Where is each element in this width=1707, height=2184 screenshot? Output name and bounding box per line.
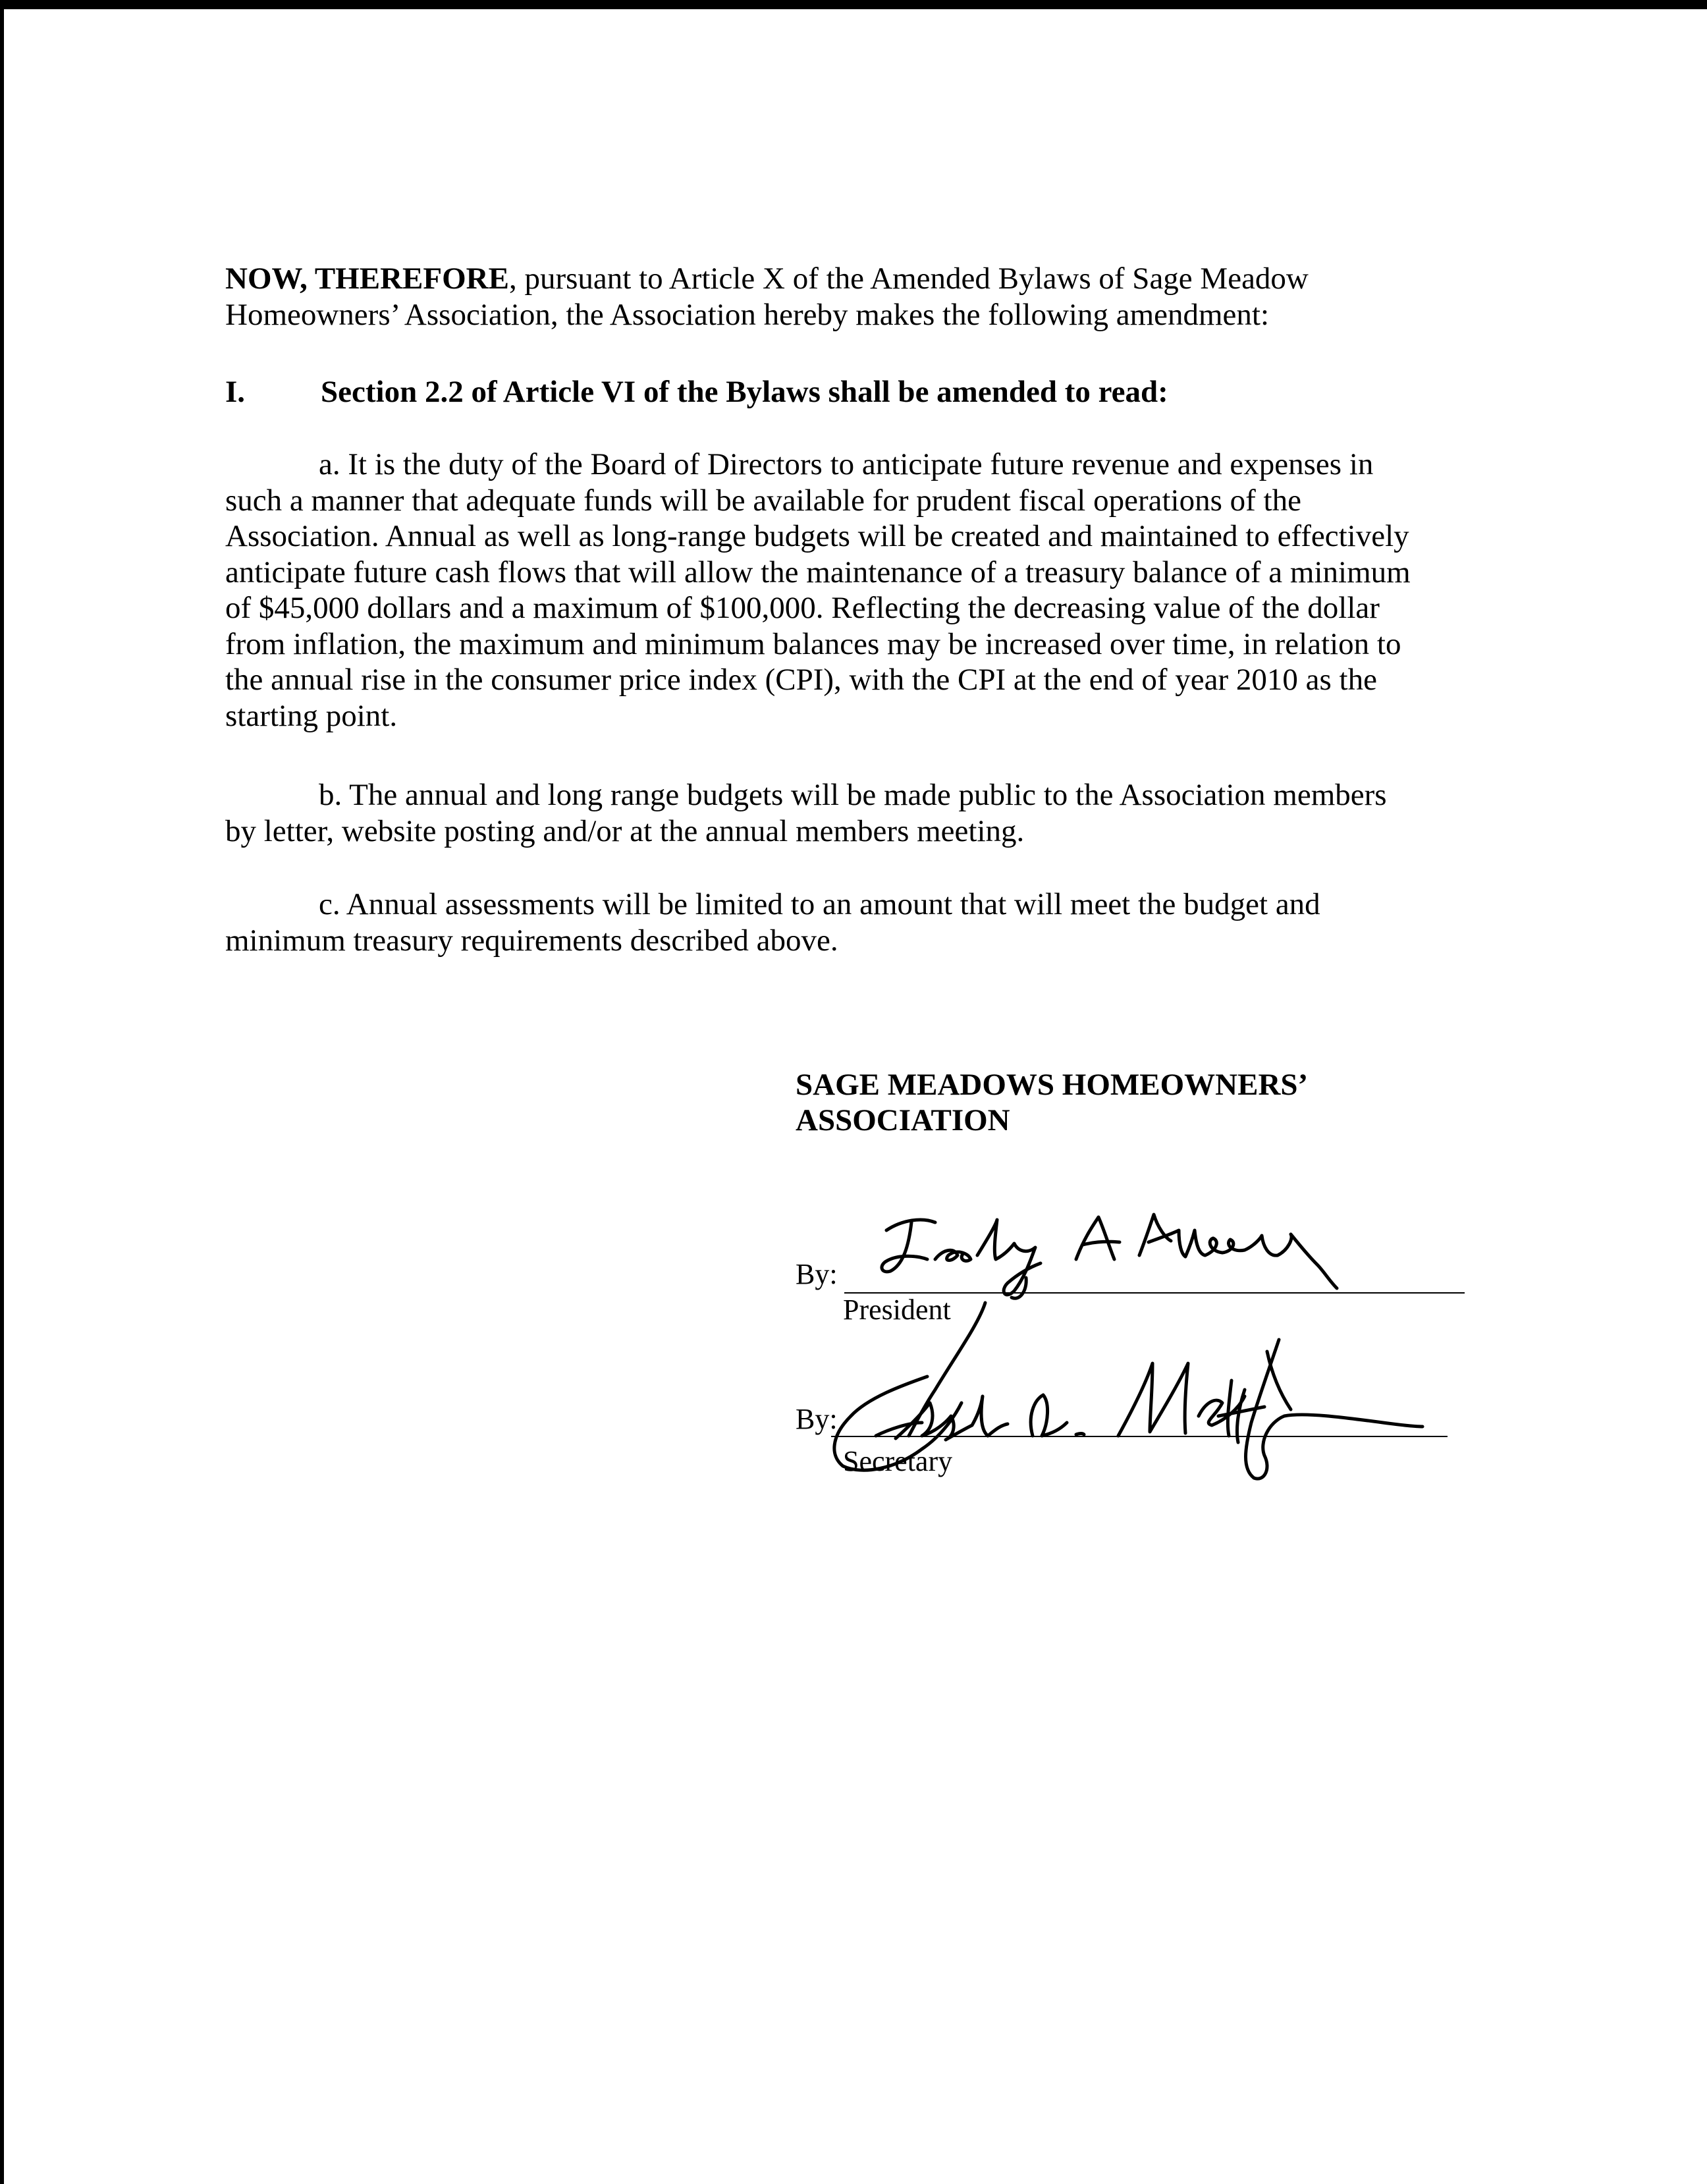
section-heading: Section 2.2 of Article VI of the Bylaws shall be amended to read: [321, 375, 1168, 409]
paragraph-a-line: from inflation, the maximum and minimum balances may be increased over time, in relation to [225, 626, 1401, 661]
paragraph-a [225, 447, 1411, 734]
paragraph-a-line: the annual rise in the consumer price index (CPI), with the CPI at the end of year 2010 as the [225, 663, 1377, 697]
scan-border-top [0, 0, 1707, 9]
paragraph-c [225, 887, 1320, 958]
paragraph-a-line: such a manner that adequate funds will be available for prudent fiscal operations of the [225, 483, 1301, 518]
paragraph-c-line: c. Annual assessments will be limited to an amount that will meet the budget and [319, 887, 1320, 921]
section-number: I. [225, 375, 246, 409]
paragraph-b-line: by letter, website posting and/or at the annual members meeting. [225, 813, 1025, 848]
role-secretary: Secretary [843, 1445, 953, 1477]
paragraph-a-line: a. It is the duty of the Board of Directors to anticipate future revenue and expenses in [319, 447, 1374, 481]
by-label-secretary: By: [796, 1403, 838, 1435]
by-label-president: By: [796, 1258, 838, 1290]
paragraph-b-line: b. The annual and long range budgets will be made public to the Association members [319, 778, 1387, 812]
signature-line-secretary [831, 1436, 1448, 1437]
paragraph-a-line: Association. Annual as well as long-range budgets will be created and maintained to effectively [225, 519, 1409, 553]
intro-line-2: Homeowners’ Association, the Association hereby makes the following amendment: [225, 297, 1270, 332]
intro-lead: NOW, THEREFORE [225, 261, 509, 296]
paragraph-a-line: anticipate future cash flows that will allow the maintenance of a treasury balance of a minimum [225, 555, 1411, 589]
intro-line-1 [225, 261, 1309, 297]
paragraph-a-line: starting point. [225, 698, 398, 733]
intro-line-1-rest: , pursuant to Article X of the Amended Bylaws of Sage Meadow [508, 261, 1309, 296]
association-name-line-2: ASSOCIATION [796, 1103, 1010, 1137]
paragraph-a-line: of $45,000 dollars and a maximum of $100,000. Reflecting the decreasing value of the dollar [225, 591, 1380, 625]
association-name-line-1: SAGE MEADOWS HOMEOWNERS’ [796, 1068, 1309, 1102]
association-name [796, 1067, 1308, 1138]
role-president: President [843, 1294, 951, 1326]
scan-border-left [0, 0, 4, 2184]
paragraph-b [225, 777, 1387, 849]
paragraph-c-line: minimum treasury requirements described above. [225, 923, 838, 958]
signature-president [882, 1215, 1337, 1298]
intro-paragraph [225, 261, 1309, 333]
